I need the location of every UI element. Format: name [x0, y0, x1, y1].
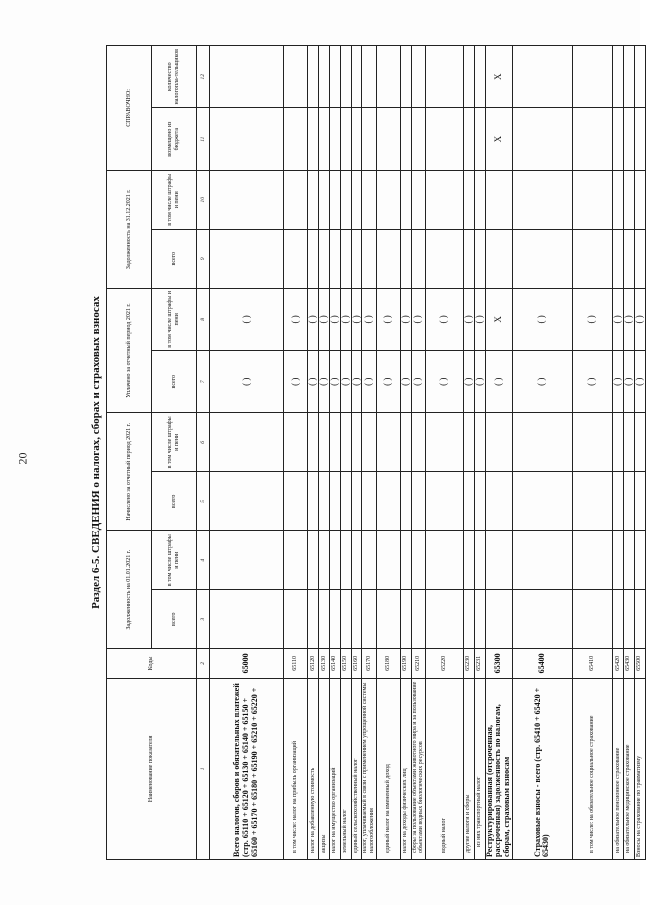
cell-col-5	[376, 472, 400, 531]
cell-col-8: ( )	[340, 288, 351, 350]
header-paid: Уплачено за отчетный период 2021 г.	[107, 288, 152, 413]
cell-col-4	[425, 531, 463, 590]
table-row	[485, 46, 512, 860]
cell-col-11	[340, 108, 351, 170]
cell-col-6	[318, 413, 329, 472]
cell-col-10	[362, 170, 376, 229]
cell-col-6	[463, 413, 474, 472]
cell-col-9	[284, 229, 308, 288]
cell-col-4	[340, 531, 351, 590]
cell-col-4	[512, 531, 572, 590]
cell-col-3	[400, 590, 411, 649]
cell-col-6	[411, 413, 425, 472]
cell-col-8: ( )	[318, 288, 329, 350]
cell-col-7: ( )	[308, 351, 319, 413]
row-name: Страховые взносы - всего (стр. 65410 + 65420 + 65430)	[512, 678, 572, 859]
row-name: на обязательное медицинское страхование	[623, 678, 634, 859]
header-debt-end: Задолженность на 31.12.2021 г.	[107, 170, 152, 288]
cell-col-10	[463, 170, 474, 229]
row-name: Взносы на страхование по травматизму	[634, 678, 645, 859]
cell-col-10	[376, 170, 400, 229]
cell-col-7: ( )	[425, 351, 463, 413]
cell-col-3	[463, 590, 474, 649]
cell-col-11	[318, 108, 329, 170]
table-row	[308, 46, 319, 860]
cell-col-8: ( )	[351, 288, 362, 350]
cell-col-11	[351, 108, 362, 170]
cell-col-3	[284, 590, 308, 649]
cell-col-7: ( )	[411, 351, 425, 413]
cell-col-5	[284, 472, 308, 531]
cell-col-9	[485, 229, 512, 288]
col-number: 3	[197, 590, 210, 649]
cell-col-9	[612, 229, 623, 288]
cell-col-3	[634, 590, 645, 649]
cell-col-9	[376, 229, 400, 288]
header-total: всего	[152, 351, 197, 413]
cell-col-10	[210, 170, 284, 229]
cell-col-4	[329, 531, 340, 590]
header-incl-fines: в том числе штрафы и пени	[152, 413, 197, 472]
row-code: 65231	[474, 649, 485, 678]
cell-col-4	[411, 531, 425, 590]
cell-col-3	[474, 590, 485, 649]
row-code: 65500	[634, 649, 645, 678]
cell-col-7: ( )	[362, 351, 376, 413]
cell-col-5	[623, 472, 634, 531]
row-code: 65420	[612, 649, 623, 678]
cell-col-10	[308, 170, 319, 229]
header-incl-fines: в том числе штрафы и пени	[152, 170, 197, 229]
cell-col-3	[318, 590, 329, 649]
cell-col-6	[362, 413, 376, 472]
table-row	[362, 46, 376, 860]
cell-col-10	[623, 170, 634, 229]
cell-col-4	[623, 531, 634, 590]
cell-col-4	[400, 531, 411, 590]
row-name: в том числе: на обязательное социальное страхование	[572, 678, 612, 859]
cell-col-12	[351, 46, 362, 108]
cell-col-6	[623, 413, 634, 472]
row-code: 65230	[463, 649, 474, 678]
cell-col-10	[284, 170, 308, 229]
cell-col-9	[623, 229, 634, 288]
cell-col-12	[572, 46, 612, 108]
table-row	[425, 46, 463, 860]
cell-col-5	[634, 472, 645, 531]
row-name: Реструктурированная (отсроченная, рассроченная) задолженность по налогам, сборам, страховым взносам	[485, 678, 512, 859]
row-code: 65140	[329, 649, 340, 678]
rotated-report	[88, 45, 644, 860]
cell-col-11	[474, 108, 485, 170]
cell-col-8: ( )	[329, 288, 340, 350]
cell-col-11	[329, 108, 340, 170]
row-code: 65000	[210, 649, 284, 678]
cell-col-5	[463, 472, 474, 531]
cell-col-6	[474, 413, 485, 472]
cell-col-10	[329, 170, 340, 229]
cell-col-4	[474, 531, 485, 590]
cell-col-4	[612, 531, 623, 590]
page-number: 20	[15, 452, 30, 465]
cell-col-11	[634, 108, 645, 170]
table-body	[210, 46, 646, 860]
cell-col-5	[362, 472, 376, 531]
table-row	[634, 46, 645, 860]
col-number: 10	[197, 170, 210, 229]
cell-col-9	[318, 229, 329, 288]
cell-col-8: ( )	[362, 288, 376, 350]
header-total: всего	[152, 229, 197, 288]
cell-col-6	[425, 413, 463, 472]
header-refund: возмещено из бюджета	[152, 108, 197, 170]
header-code: Коды	[107, 649, 197, 678]
cell-col-5	[308, 472, 319, 531]
cell-col-12	[512, 46, 572, 108]
row-code: 65190	[400, 649, 411, 678]
cell-col-5	[425, 472, 463, 531]
cell-col-11	[362, 108, 376, 170]
cell-col-11	[572, 108, 612, 170]
cell-col-7: ( )	[512, 351, 572, 413]
table-row	[329, 46, 340, 860]
cell-col-3	[210, 590, 284, 649]
cell-col-3	[512, 590, 572, 649]
cell-col-11	[400, 108, 411, 170]
cell-col-9	[634, 229, 645, 288]
cell-col-8: ( )	[210, 288, 284, 350]
table-row	[463, 46, 474, 860]
cell-col-7: ( )	[400, 351, 411, 413]
cell-col-6	[485, 413, 512, 472]
cell-col-6	[612, 413, 623, 472]
cell-col-7: ( )	[351, 351, 362, 413]
cell-col-11	[463, 108, 474, 170]
cell-col-8: ( )	[634, 288, 645, 350]
table-row	[318, 46, 329, 860]
table-row	[572, 46, 612, 860]
cell-col-6	[284, 413, 308, 472]
cell-col-6	[572, 413, 612, 472]
cell-col-11	[411, 108, 425, 170]
cell-col-12	[425, 46, 463, 108]
cell-col-12	[376, 46, 400, 108]
cell-col-4	[376, 531, 400, 590]
cell-col-8: ( )	[512, 288, 572, 350]
col-number: 7	[197, 351, 210, 413]
cell-col-4	[572, 531, 612, 590]
cell-col-6	[308, 413, 319, 472]
row-name: единый налог на вмененный доход	[376, 678, 400, 859]
table-row	[623, 46, 634, 860]
cell-col-10	[572, 170, 612, 229]
cell-col-11	[425, 108, 463, 170]
cell-col-12	[634, 46, 645, 108]
row-code: 65160	[351, 649, 362, 678]
row-name: акцизы	[318, 678, 329, 859]
cell-col-12	[463, 46, 474, 108]
cell-col-9	[463, 229, 474, 288]
cell-col-8: X	[485, 288, 512, 350]
row-code: 65400	[512, 649, 572, 678]
header-accrued: Начислено за отчетный период 2021 г.	[107, 413, 152, 531]
cell-col-5	[210, 472, 284, 531]
cell-col-5	[400, 472, 411, 531]
row-code: 65130	[318, 649, 329, 678]
row-code: 65220	[425, 649, 463, 678]
cell-col-6	[400, 413, 411, 472]
cell-col-7: ( )	[376, 351, 400, 413]
cell-col-8: ( )	[425, 288, 463, 350]
cell-col-8: ( )	[623, 288, 634, 350]
cell-col-6	[351, 413, 362, 472]
header-row-1	[107, 46, 152, 860]
col-number: 6	[197, 413, 210, 472]
cell-col-3	[362, 590, 376, 649]
col-number: 5	[197, 472, 210, 531]
row-name: Всего налогов, сборов и обязательных платежей (стр. 65110 + 65120 + 65130 + 65140 + 65150 + 65160 + 65170 + 65180 + 65190 + 65210 + 65220 +	[210, 678, 284, 859]
cell-col-7: ( )	[329, 351, 340, 413]
cell-col-10	[340, 170, 351, 229]
table-row	[612, 46, 623, 860]
cell-col-11	[210, 108, 284, 170]
cell-col-12	[400, 46, 411, 108]
cell-col-4	[318, 531, 329, 590]
row-code: 65300	[485, 649, 512, 678]
header-total: всего	[152, 472, 197, 531]
cell-col-6	[634, 413, 645, 472]
cell-col-8: ( )	[612, 288, 623, 350]
cell-col-5	[411, 472, 425, 531]
cell-col-9	[512, 229, 572, 288]
cell-col-12	[612, 46, 623, 108]
cell-col-5	[318, 472, 329, 531]
cell-col-5	[485, 472, 512, 531]
col-number: 12	[197, 46, 210, 108]
cell-col-8: ( )	[411, 288, 425, 350]
row-name: налог на добавленную стоимость	[308, 678, 319, 859]
cell-col-8: ( )	[400, 288, 411, 350]
cell-col-8: ( )	[308, 288, 319, 350]
table-row	[400, 46, 411, 860]
cell-col-7: ( )	[340, 351, 351, 413]
cell-col-5	[572, 472, 612, 531]
cell-col-9	[572, 229, 612, 288]
tax-table	[106, 45, 646, 860]
cell-col-5	[351, 472, 362, 531]
table-row	[284, 46, 308, 860]
cell-col-9	[340, 229, 351, 288]
cell-col-9	[474, 229, 485, 288]
cell-col-11	[284, 108, 308, 170]
col-number: 11	[197, 108, 210, 170]
table-row	[512, 46, 572, 860]
cell-col-3	[340, 590, 351, 649]
cell-col-10	[512, 170, 572, 229]
cell-col-12	[411, 46, 425, 108]
cell-col-6	[210, 413, 284, 472]
cell-col-12	[210, 46, 284, 108]
cell-col-4	[362, 531, 376, 590]
cell-col-6	[376, 413, 400, 472]
cell-col-9	[400, 229, 411, 288]
cell-col-9	[351, 229, 362, 288]
cell-col-7: ( )	[634, 351, 645, 413]
header-reference: СПРАВОЧНО:	[107, 46, 152, 171]
cell-col-3	[376, 590, 400, 649]
cell-col-11	[612, 108, 623, 170]
cell-col-7: ( )	[485, 351, 512, 413]
cell-col-6	[512, 413, 572, 472]
cell-col-8: ( )	[284, 288, 308, 350]
col-number: 4	[197, 531, 210, 590]
row-code: 65120	[308, 649, 319, 678]
table-row	[340, 46, 351, 860]
cell-col-9	[308, 229, 319, 288]
row-code: 65110	[284, 649, 308, 678]
cell-col-9	[210, 229, 284, 288]
table-row	[411, 46, 425, 860]
cell-col-7: ( )	[474, 351, 485, 413]
row-code: 65170	[362, 649, 376, 678]
row-code: 65410	[572, 649, 612, 678]
table-row	[210, 46, 284, 860]
cell-col-7: ( )	[210, 351, 284, 413]
header-debt-start: Задолженность на 01.01.2021 г.	[107, 531, 152, 649]
cell-col-4	[210, 531, 284, 590]
row-code: 65430	[623, 649, 634, 678]
header-incl-fines: в том числе штрафы и пени	[152, 288, 197, 350]
column-numbers-row	[197, 46, 210, 860]
cell-col-10	[612, 170, 623, 229]
cell-col-3	[308, 590, 319, 649]
cell-col-11: X	[485, 108, 512, 170]
cell-col-5	[512, 472, 572, 531]
col-number: 8	[197, 288, 210, 350]
cell-col-5	[474, 472, 485, 531]
cell-col-9	[362, 229, 376, 288]
col-number: 2	[197, 649, 210, 678]
row-name: на обязательное пенсионное страхование	[612, 678, 623, 859]
cell-col-10	[474, 170, 485, 229]
table-row	[351, 46, 362, 860]
cell-col-8: ( )	[474, 288, 485, 350]
cell-col-12	[362, 46, 376, 108]
cell-col-10	[411, 170, 425, 229]
row-name: налог, уплачиваемый в связи с применением упрощенной системы налогообложения	[362, 678, 376, 859]
row-name: другие налоги и сборы	[463, 678, 474, 859]
cell-col-3	[411, 590, 425, 649]
cell-col-6	[329, 413, 340, 472]
row-name: налог на доходы физических лиц	[400, 678, 411, 859]
cell-col-8: ( )	[463, 288, 474, 350]
row-code: 65210	[411, 649, 425, 678]
cell-col-10	[485, 170, 512, 229]
cell-col-7: ( )	[463, 351, 474, 413]
header-name: Наименование показателя	[107, 678, 197, 859]
cell-col-12	[474, 46, 485, 108]
cell-col-10	[425, 170, 463, 229]
row-name: земельный налог	[340, 678, 351, 859]
cell-col-9	[425, 229, 463, 288]
cell-col-12: X	[485, 46, 512, 108]
header-incl-fines: в том числе штрафы и пени	[152, 531, 197, 590]
cell-col-12	[318, 46, 329, 108]
cell-col-4	[634, 531, 645, 590]
row-name: сборы за пользование объектами животного мира и за пользование объектами водных биологических ресурсов	[411, 678, 425, 859]
table-row	[474, 46, 485, 860]
cell-col-10	[400, 170, 411, 229]
cell-col-4	[284, 531, 308, 590]
cell-col-11	[512, 108, 572, 170]
cell-col-5	[340, 472, 351, 531]
cell-col-3	[485, 590, 512, 649]
cell-col-12	[340, 46, 351, 108]
col-number: 9	[197, 229, 210, 288]
cell-col-5	[329, 472, 340, 531]
cell-col-10	[318, 170, 329, 229]
cell-col-10	[351, 170, 362, 229]
cell-col-5	[612, 472, 623, 531]
cell-col-3	[351, 590, 362, 649]
cell-col-7: ( )	[572, 351, 612, 413]
cell-col-12	[308, 46, 319, 108]
cell-col-4	[485, 531, 512, 590]
cell-col-12	[329, 46, 340, 108]
cell-col-7: ( )	[318, 351, 329, 413]
cell-col-11	[308, 108, 319, 170]
header-total: всего	[152, 590, 197, 649]
cell-col-3	[623, 590, 634, 649]
row-name: налог на имущество организаций	[329, 678, 340, 859]
cell-col-4	[351, 531, 362, 590]
cell-col-12	[284, 46, 308, 108]
cell-col-6	[340, 413, 351, 472]
cell-col-7: ( )	[284, 351, 308, 413]
cell-col-7: ( )	[612, 351, 623, 413]
cell-col-9	[411, 229, 425, 288]
cell-col-10	[634, 170, 645, 229]
row-name: водный налог	[425, 678, 463, 859]
header-payers: количество налогопла-тельщиков	[152, 46, 197, 108]
row-code: 65150	[340, 649, 351, 678]
table-row	[376, 46, 400, 860]
cell-col-3	[329, 590, 340, 649]
row-code: 65180	[376, 649, 400, 678]
col-number: 1	[197, 678, 210, 859]
cell-col-3	[612, 590, 623, 649]
cell-col-3	[425, 590, 463, 649]
row-name: из них транспортный налог	[474, 678, 485, 859]
cell-col-4	[463, 531, 474, 590]
row-name: в том числе: налог на прибыль организаций	[284, 678, 308, 859]
cell-col-3	[572, 590, 612, 649]
cell-col-11	[376, 108, 400, 170]
cell-col-9	[329, 229, 340, 288]
cell-col-8: ( )	[572, 288, 612, 350]
cell-col-11	[623, 108, 634, 170]
section-title: Раздел 6-5. СВЕДЕНИЯ о налогах, сборах и страховых взносах	[90, 296, 102, 609]
row-name: единый сельскохозяйственный налог	[351, 678, 362, 859]
cell-col-8: ( )	[376, 288, 400, 350]
cell-col-7: ( )	[623, 351, 634, 413]
cell-col-4	[308, 531, 319, 590]
cell-col-12	[623, 46, 634, 108]
